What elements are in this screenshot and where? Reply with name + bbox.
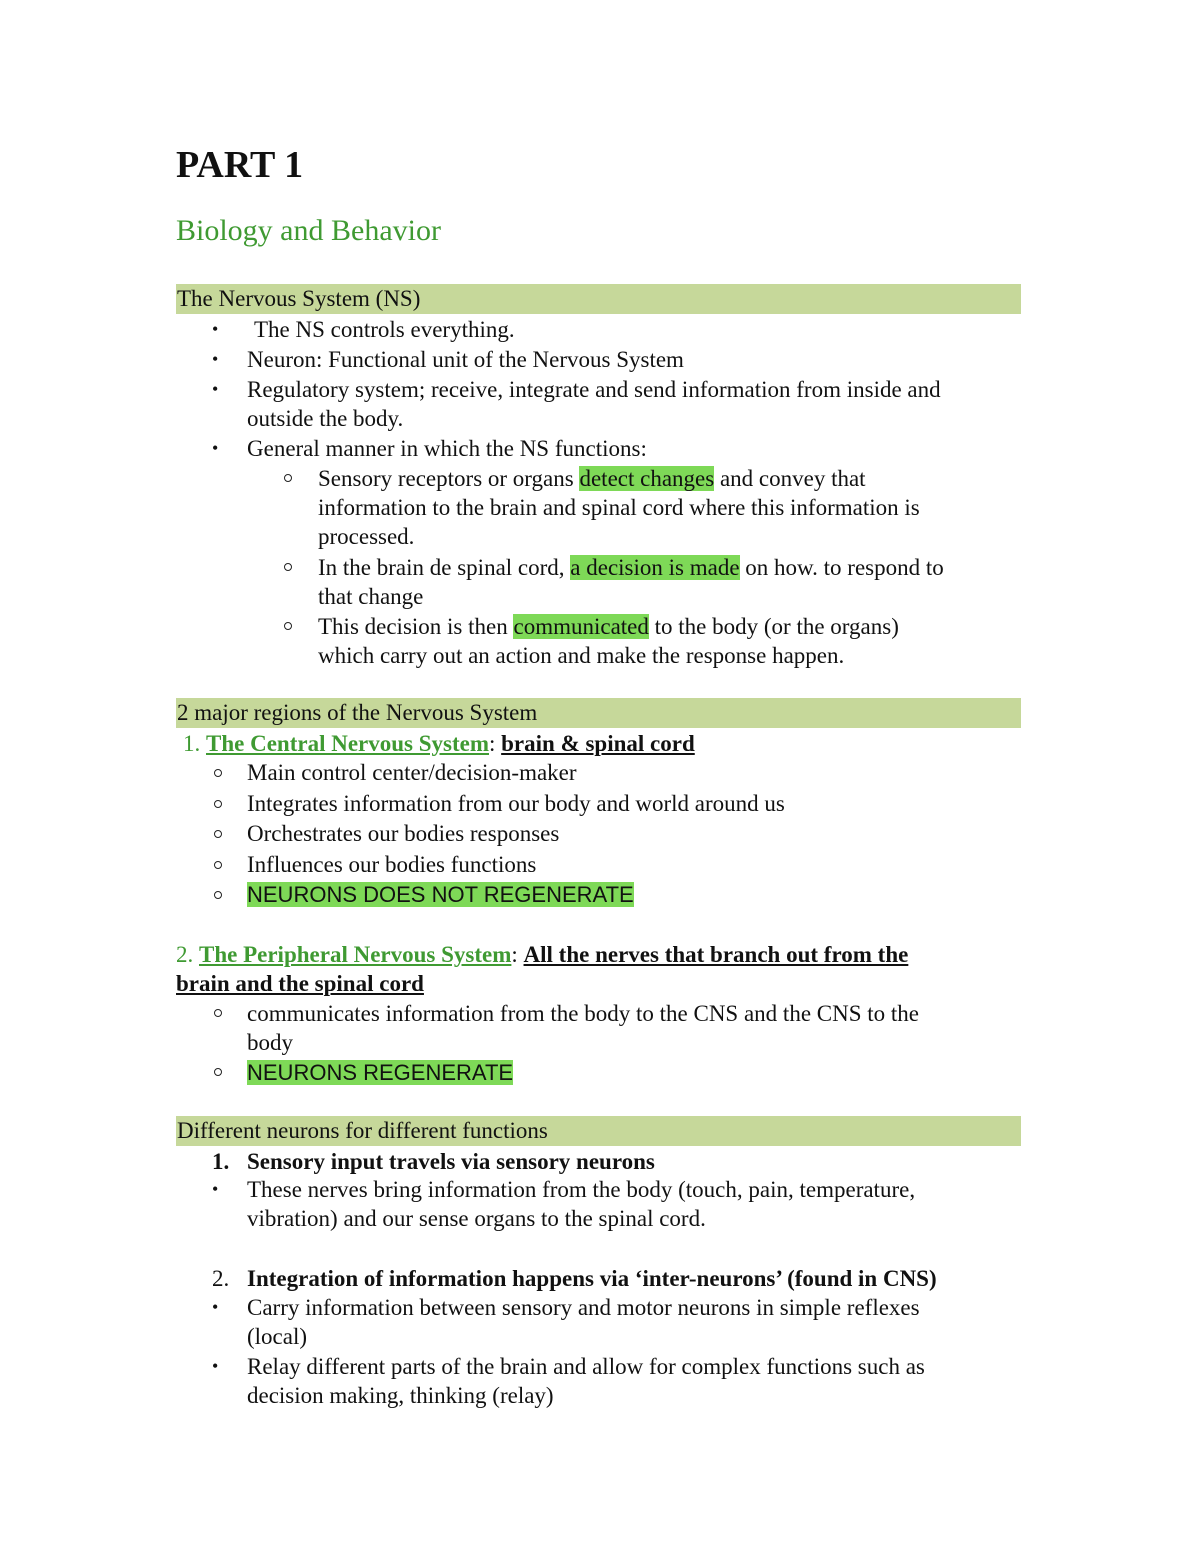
list-number: 2. (176, 942, 199, 967)
bullet-dot-icon: • (212, 1179, 219, 1199)
text-run: on how. to respond to (739, 555, 944, 580)
sub-list-item (318, 612, 899, 641)
part-title: PART 1 (176, 144, 304, 186)
sub-list-item-continuation: that change (318, 584, 424, 609)
list-item: The NS controls everything. (254, 317, 515, 342)
list-number: 1. (183, 731, 206, 756)
bullet-dot-icon: • (212, 379, 219, 399)
text-run: to the body (or the organs) (648, 614, 899, 639)
text-run: and convey that (714, 466, 866, 491)
pns-description: brain and the spinal cord (176, 971, 424, 996)
list-item: Relay different parts of the brain and allow for complex functions such as (247, 1354, 925, 1379)
bullet-circle-icon (214, 800, 222, 808)
section-band-nervous-system (176, 284, 1021, 314)
sub-list-item-continuation: which carry out an action and make the response happen. (318, 643, 845, 668)
list-item: Main control center/decision-maker (247, 760, 577, 785)
sub-list-item-continuation: processed. (318, 524, 415, 549)
list-item: Carry information between sensory and motor neurons in simple reflexes (247, 1295, 920, 1320)
sub-list-item (318, 553, 944, 582)
highlight-text: a decision is made (570, 555, 740, 580)
list-item-continuation: decision making, thinking (relay) (247, 1383, 554, 1408)
list-item: Regulatory system; receive, integrate and send information from inside and (247, 377, 941, 402)
bullet-dot-icon: • (212, 349, 219, 369)
bullet-dot-icon: • (212, 1356, 219, 1376)
list-item-continuation: (local) (247, 1324, 308, 1349)
list-item: Neuron: Functional unit of the Nervous System (247, 347, 684, 372)
list-item: Integrates information from our body and world around us (247, 791, 785, 816)
band-heading: The Nervous System (NS) (177, 286, 421, 311)
sub-list-item-continuation: information to the brain and spinal cord where this information is (318, 495, 920, 520)
bullet-circle-icon (284, 563, 292, 571)
cns-heading (183, 729, 695, 758)
bullet-dot-icon: • (212, 438, 219, 458)
pns-description: All the nerves that branch out from the (523, 942, 909, 967)
list-item: communicates information from the body to the CNS and the CNS to the (247, 1001, 920, 1026)
pns-name: The Peripheral Nervous System (199, 942, 512, 967)
list-item-continuation: body (247, 1030, 293, 1055)
section-band-major-regions (176, 698, 1021, 728)
highlight-text: communicated (513, 614, 649, 639)
bullet-dot-icon: • (212, 1297, 219, 1317)
list-number: 2. (212, 1266, 230, 1291)
section-band-different-neurons (176, 1116, 1021, 1146)
text-run: In the brain de spinal cord, (318, 555, 571, 580)
list-item: Orchestrates our bodies responses (247, 821, 560, 846)
bullet-circle-icon (214, 769, 222, 777)
bullet-circle-icon (284, 474, 292, 482)
cns-name: The Central Nervous System (206, 731, 489, 756)
list-item-continuation: outside the body. (247, 406, 404, 431)
highlight-text: NEURONS REGENERATE (247, 1060, 514, 1085)
pns-heading-continuation (176, 969, 424, 998)
highlight-text: detect changes (579, 466, 715, 491)
highlight-text: NEURONS DOES NOT REGENERATE (247, 882, 634, 907)
list-item: These nerves bring information from the body (touch, pain, temperature, (247, 1177, 916, 1202)
list-number: 1. (212, 1149, 230, 1174)
sub-list-item (318, 464, 866, 493)
list-item (247, 1058, 513, 1087)
bullet-dot-icon: • (212, 319, 219, 339)
text-run: Sensory receptors or organs (318, 466, 580, 491)
text-run: : (489, 731, 502, 756)
pns-heading (176, 940, 908, 969)
cns-description: brain & spinal cord (501, 731, 695, 756)
numbered-item: Sensory input travels via sensory neurons (247, 1149, 655, 1174)
numbered-item: Integration of information happens via ‘inter-neurons’ (found in CNS) (247, 1266, 937, 1291)
bullet-circle-icon (214, 1009, 222, 1017)
list-item: Influences our bodies functions (247, 852, 537, 877)
section-title: Biology and Behavior (176, 214, 441, 247)
list-item (247, 880, 634, 909)
bullet-circle-icon (214, 830, 222, 838)
list-item-continuation: vibration) and our sense organs to the spinal cord. (247, 1206, 706, 1231)
list-item: General manner in which the NS functions: (247, 436, 647, 461)
bullet-circle-icon (214, 861, 222, 869)
bullet-circle-icon (284, 622, 292, 630)
bullet-circle-icon (214, 891, 222, 899)
text-run: This decision is then (318, 614, 514, 639)
band-heading: 2 major regions of the Nervous System (177, 700, 538, 725)
band-heading: Different neurons for different functions (177, 1118, 548, 1143)
text-run: : (511, 942, 524, 967)
bullet-circle-icon (214, 1068, 222, 1076)
